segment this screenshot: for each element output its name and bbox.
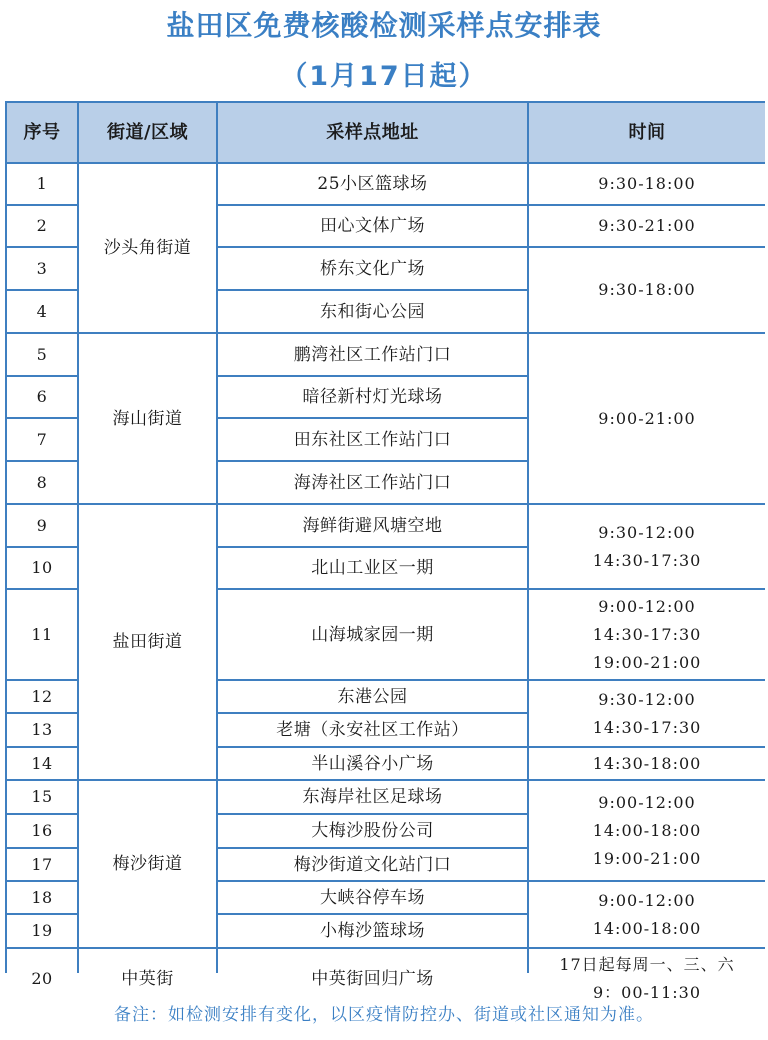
time-line: 14:30-18:00 xyxy=(592,753,702,773)
schedule-table xyxy=(5,101,765,1002)
page-subtitle: （1月17日起） xyxy=(280,61,488,92)
district-cell: 中英街 xyxy=(79,949,216,1009)
time-cell xyxy=(529,334,765,503)
row-number: 15 xyxy=(7,781,77,813)
site-address: 山海城家园一期 xyxy=(218,590,527,679)
row-number: 18 xyxy=(7,882,77,913)
site-address: 中英街回归广场 xyxy=(218,949,527,1009)
site-address: 东海岸社区足球场 xyxy=(218,781,527,813)
row-number: 11 xyxy=(7,590,77,679)
time-line: 9:00-12:00 xyxy=(598,792,696,812)
row-number: 10 xyxy=(7,548,77,588)
site-address: 大梅沙股份公司 xyxy=(218,815,527,847)
page-title: 盐田区免费核酸检测采样点安排表 xyxy=(166,9,602,42)
site-address: 东港公园 xyxy=(218,681,527,712)
time-cell xyxy=(529,164,765,204)
site-address: 海鲜街避风塘空地 xyxy=(218,505,527,546)
time-line: 9:30-12:00 xyxy=(598,689,696,709)
time-line: 19:00-21:00 xyxy=(592,652,702,672)
district-cell: 沙头角街道 xyxy=(79,164,216,332)
district-cell: 梅沙街道 xyxy=(79,781,216,947)
time-line: 19:00-21:00 xyxy=(592,848,702,868)
row-number: 1 xyxy=(7,164,77,204)
site-address: 25小区篮球场 xyxy=(218,164,527,204)
time-line: 9：00-11:30 xyxy=(592,983,702,1002)
header-no: 序号 xyxy=(7,103,77,162)
row-number: 12 xyxy=(7,681,77,712)
time-cell xyxy=(529,882,765,947)
site-address: 海涛社区工作站门口 xyxy=(218,462,527,503)
row-number: 19 xyxy=(7,915,77,947)
time-line: 9:30-18:00 xyxy=(598,280,696,299)
site-address: 田心文体广场 xyxy=(218,206,527,246)
site-address: 暗径新村灯光球场 xyxy=(218,377,527,417)
row-number: 14 xyxy=(7,748,77,779)
time-cell xyxy=(529,681,765,746)
time-line: 9:00-12:00 xyxy=(598,596,696,616)
time-line: 14:30-17:30 xyxy=(592,717,702,737)
row-number: 2 xyxy=(7,206,77,246)
site-address: 东和街心公园 xyxy=(218,291,527,332)
row-number: 20 xyxy=(7,949,77,1009)
site-address: 田东社区工作站门口 xyxy=(218,419,527,460)
district-cell: 海山街道 xyxy=(79,334,216,503)
header-time: 时间 xyxy=(529,103,765,162)
row-number: 8 xyxy=(7,462,77,503)
site-address: 老塘（永安社区工作站） xyxy=(218,714,527,746)
time-line: 9:30-21:00 xyxy=(598,216,696,235)
header-site: 采样点地址 xyxy=(218,103,527,162)
time-line: 9:00-21:00 xyxy=(598,408,696,428)
row-number: 5 xyxy=(7,334,77,375)
time-line: 9:30-18:00 xyxy=(598,174,696,193)
time-line: 14:30-17:30 xyxy=(592,550,702,570)
time-cell xyxy=(529,505,765,588)
row-number: 6 xyxy=(7,377,77,417)
time-line: 9:00-12:00 xyxy=(598,890,696,910)
site-address: 梅沙街道文化站门口 xyxy=(218,849,527,880)
row-number: 17 xyxy=(7,849,77,880)
row-number: 7 xyxy=(7,419,77,460)
site-address: 大峡谷停车场 xyxy=(218,882,527,913)
footnote: 备注：如检测安排有变化，以区疫情防控办、街道或社区通知为准。 xyxy=(114,1005,654,1025)
row-number: 4 xyxy=(7,291,77,332)
site-address: 鹏湾社区工作站门口 xyxy=(218,334,527,375)
site-address: 桥东文化广场 xyxy=(218,248,527,289)
time-cell xyxy=(529,590,765,679)
site-address: 北山工业区一期 xyxy=(218,548,527,588)
header-district: 街道/区域 xyxy=(79,103,216,162)
time-cell xyxy=(529,748,765,779)
time-cell xyxy=(529,781,765,880)
site-address: 小梅沙篮球场 xyxy=(218,915,527,947)
time-cell xyxy=(529,206,765,246)
row-number: 3 xyxy=(7,248,77,289)
time-line: 14:00-18:00 xyxy=(592,820,702,840)
time-line: 17日起每周一、三、六 xyxy=(559,955,735,974)
site-address: 半山溪谷小广场 xyxy=(218,748,527,779)
time-line: 9:30-12:00 xyxy=(598,522,696,542)
time-line: 14:00-18:00 xyxy=(592,918,702,938)
district-cell: 盐田街道 xyxy=(79,505,216,779)
row-number: 9 xyxy=(7,505,77,546)
row-number: 16 xyxy=(7,815,77,847)
time-line: 14:30-17:30 xyxy=(592,624,702,644)
row-number: 13 xyxy=(7,714,77,746)
time-cell xyxy=(529,248,765,332)
